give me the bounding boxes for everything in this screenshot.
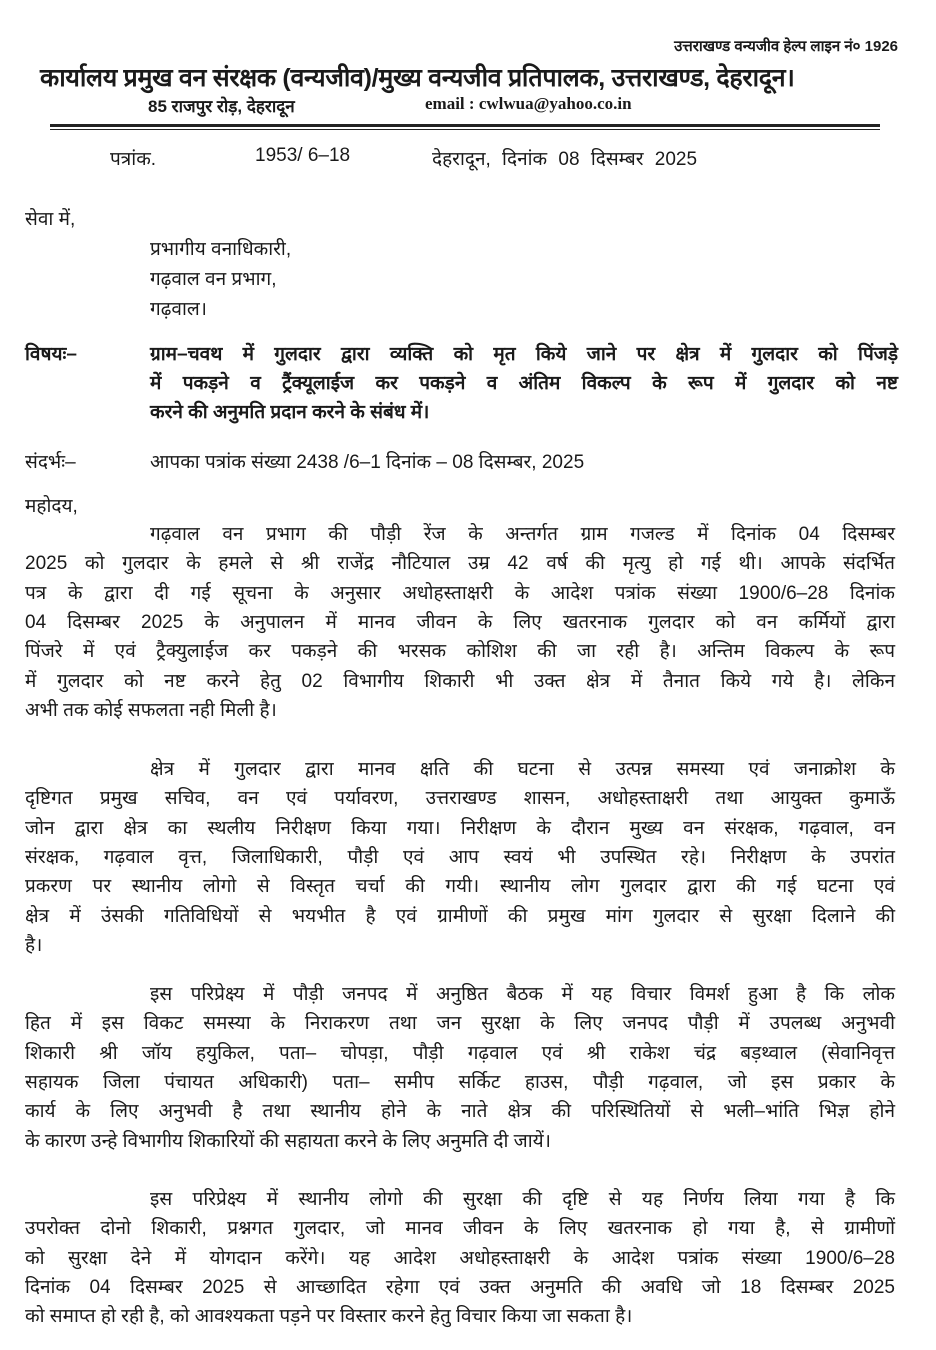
- addressee-line: प्रभागीय वनाधिकारी,: [150, 239, 292, 260]
- paragraph-line: क्षेत्र में गुलदार द्वारा मानव क्षति की घटना से उत्पन्न समस्या एवं जनाक्रोश के: [150, 759, 895, 780]
- paragraph-line: सहायक जिला पंचायत अधिकारी) पता– समीप सर्किट हाउस, पौड़ी गढ़वाल, जो इस प्रकार के: [25, 1071, 895, 1093]
- paragraph-line: अभी तक कोई सफलता नही मिली है।: [25, 699, 277, 721]
- subject-line: करने की अनुमति प्रदान करने के संबंध में।: [150, 402, 430, 423]
- paragraph-line: दृष्टिगत प्रमुख सचिव, वन एवं पर्यावरण, उत्तराखण्ड शासन, अधोहस्ताक्षरी तथा आयुक्त कुमाऊँ: [25, 788, 895, 810]
- office-address: 85 राजपुर रोड़, देहरादून: [148, 97, 295, 116]
- paragraph-line: गढ़वाल वन प्रभाग की पौड़ी रेंज के अन्तर्गत ग्राम गजल्ड में दिनांक 04 दिसम्बर: [150, 524, 895, 545]
- greeting: महोदय,: [25, 496, 78, 517]
- paragraph-line: 04 दिसम्बर 2025 के अनुपालन में मानव जीवन के लिए खतरनाक गुलदार को वन कर्मियों द्वारा: [25, 611, 895, 633]
- helpline-number: उत्तराखण्ड वन्यजीव हेल्प लाइन नं० 1926: [674, 38, 898, 55]
- subject-line: ग्राम–चवथ में गुलदार द्वारा व्यक्ति को मृत किये जाने पर क्षेत्र में गुलदार को पिंजड़े: [150, 344, 899, 365]
- paragraph-line: दिनांक 04 दिसम्बर 2025 से आच्छादित रहेगा एवं उक्त अनुमति की अवधि जो 18 दिसम्बर 2025: [25, 1276, 895, 1298]
- paragraph-line: कार्य के लिए अनुभवी है तथा स्थानीय होने के नाते क्षेत्र की परिस्थितियों से भली–भांति भिज्ञ होने: [25, 1101, 895, 1123]
- header-rule-thick: [50, 124, 880, 127]
- paragraph-line: प्रकरण पर स्थानीय लोगो से विस्तृत चर्चा की गयी। स्थानीय लोग गुलदार द्वारा की गई घटना एवं: [25, 876, 895, 898]
- paragraph-line: है।: [25, 934, 43, 956]
- paragraph-line: को सुरक्षा देने में योगदान करेंगे। यह आदेश अधोहस्ताक्षरी के आदेश पत्रांक संख्या 1900/6–28: [25, 1247, 895, 1269]
- reference-label: संदर्भः–: [25, 452, 76, 473]
- subject-label: विषयः–: [25, 344, 77, 365]
- paragraph-line: उपरोक्त दोनो शिकारी, प्रश्नगत गुलदार, जो मानव जीवन के लिए खतरनाक हो गया है, से ग्रामीणों: [25, 1218, 895, 1240]
- reference-text: आपका पत्रांक संख्या 2438 /6–1 दिनांक – 08 दिसम्बर, 2025: [150, 452, 585, 473]
- subject-line: में पकड़ने व ट्रैंक्यूलाईज कर पकड़ने व अंतिम विकल्प के रूप में गुलदार को नष्ट: [150, 373, 898, 394]
- addressee-line: गढ़वाल वन प्रभाग,: [150, 269, 277, 290]
- paragraph-line: संरक्षक, गढ़वाल वृत्त, जिलाधिकारी, पौड़ी एवं आप स्वयं भी उपस्थित रहे। निरीक्षण के उपरांत: [25, 846, 895, 868]
- paragraph-line: क्षेत्र में उंसकी गतिविधियों से भयभीत है एवं ग्रामीणों की प्रमुख मांग गुलदार से सुरक्षा दिलाने की: [25, 905, 895, 927]
- paragraph-line: पत्र के द्वारा दी गई सूचना के अनुसार अधोहस्ताक्षरी के आदेश पत्रांक संख्या 1900/6–28 दिनांक: [25, 582, 895, 604]
- to-label: सेवा में,: [25, 209, 76, 230]
- paragraph-line: जोन द्वारा क्षेत्र का स्थलीय निरीक्षण किया गया। निरीक्षण के दौरान मुख्य वन संरक्षक, गढ़वाल, वन: [25, 817, 895, 839]
- office-title: कार्यालय प्रमुख वन संरक्षक (वन्यजीव)/मुख्य वन्यजीव प्रतिपालक, उत्तराखण्ड, देहरादून।: [40, 64, 795, 92]
- header-rule-thin: [50, 129, 880, 130]
- letter-place-date: देहरादून, दिनांक 08 दिसम्बर 2025: [432, 149, 698, 170]
- letter-number: 1953/ 6–18: [255, 145, 351, 166]
- office-email: email : cwlwua@yahoo.co.in: [425, 94, 632, 113]
- paragraph-line: के कारण उन्हे विभागीय शिकारियों की सहायता करने के लिए अनुमति दी जायें।: [25, 1130, 551, 1152]
- addressee-line: गढ़वाल।: [150, 299, 207, 320]
- paragraph-line: 2025 को गुलदार के हमले से श्री राजेंद्र नौटियाल उम्र 42 वर्ष की मृत्यु हो गई थी। आपके संदर्भित: [25, 553, 895, 575]
- paragraph-line: पिंजरे में एवं ट्रैक्युलाईज कर पकड़ने की भरसक कोशिश की जा रही है। अन्तिम विकल्प के रूप: [25, 641, 895, 663]
- paragraph-line: इस परिप्रेक्ष्य में पौड़ी जनपद में अनुष्ठित बैठक में यह विचार विमर्श हुआ है कि लोक: [150, 984, 895, 1005]
- paragraph-line: इस परिप्रेक्ष्य में स्थानीय लोगो की सुरक्षा की दृष्टि से यह निर्णय लिया गया है कि: [150, 1189, 895, 1210]
- paragraph-line: को समाप्त हो रही है, को आवश्यकता पड़ने पर विस्तार करने हेतु विचार किया जा सकता है।: [25, 1306, 633, 1328]
- letter-number-label: पत्रांक.: [110, 149, 157, 170]
- paragraph-line: हित में इस विकट समस्या के निराकरण तथा जन सुरक्षा के लिए जनपद पौड़ी में उपलब्ध अनुभवी: [25, 1013, 895, 1035]
- paragraph-line: में गुलदार को नष्ट करने हेतु 02 विभागीय शिकारी भी उक्त क्षेत्र में तैनात किये गये है। लेकिन: [25, 670, 895, 692]
- paragraph-line: शिकारी श्री जॉय हयुकिल, पता– चोपड़ा, पौड़ी गढ़वाल एवं श्री राकेश चंद्र बड़थ्वाल (सेवानिवृत्त: [25, 1042, 895, 1064]
